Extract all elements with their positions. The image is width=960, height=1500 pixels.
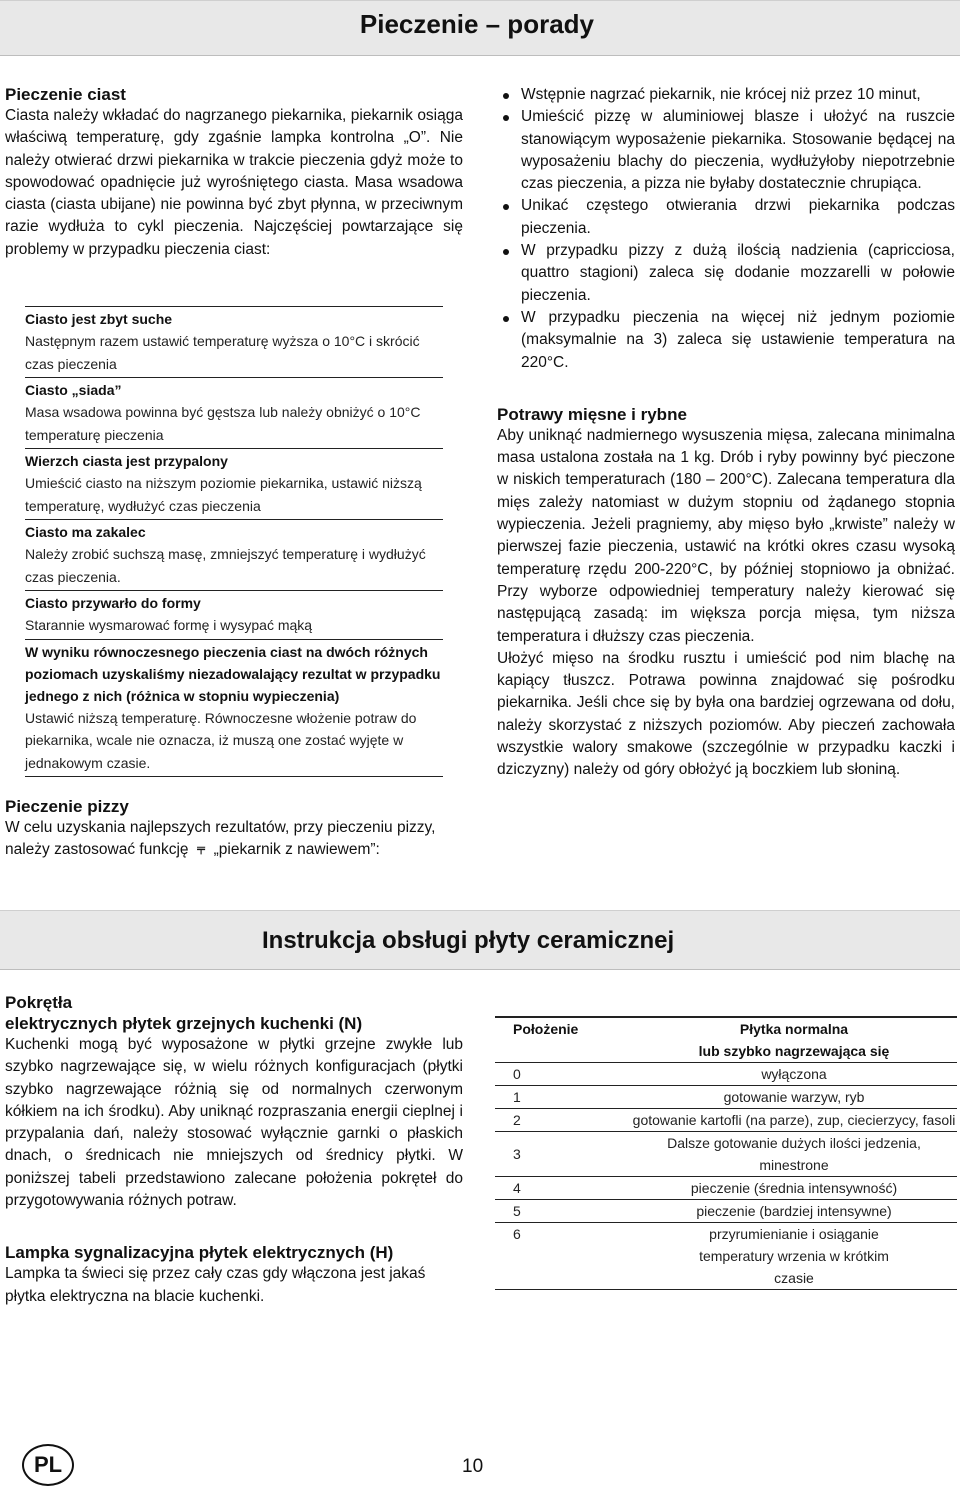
tip-text: Należy zrobić suchszą masę, zmniejszyć temperaturę i wydłużyć czas pieczenia. [25, 546, 426, 585]
knob-heading-1: Pokrętła [5, 993, 73, 1012]
table-row [495, 1177, 957, 1200]
baking-intro: Ciasta należy wkładać do nagrzanego piekarnika, piekarnik osiąga właściwą temperaturę, gdy zgaśnie lampka kontrolna „O”. Nie należy otwierać drzwi piekarnika w trakcie pieczenia gdyż może to spowodować opadnięcie już wyrośniętego ciasta. Masa wsadowa ciasta (ciasta ubijane) nie powinna być zbyt płynna, w przeciwnym razie wydłuża to cykl pieczenia. Najczęściej powtarzające się problemy w przypadku pieczenia ciast: [5, 107, 463, 258]
tip-text: Ustawić niższą temperaturę. Równoczesne włożenie potraw do piekarnika, wcale nie oznacza, iż muszą one zostać wyjęte w jednakowym czasie. [25, 709, 417, 771]
cell-position: 0 [495, 1063, 631, 1086]
position-table [495, 1016, 957, 1290]
meat-paragraph-2: Ułożyć mięso na środku rusztu i umieścić pod nim blachę na kapiący tłuszcz. Potrawa powinna znajdować się pośrodku piekarnika. Jeśli chce się by była ona bardziej ogrzewana od dołu, należy skorzystać z niższych poziomów. Aby pieczeń zachowała wszystkie walory smakowe (szczególnie w przypadku kaczki i dziczyzny) należy od góry obłożyć ją boczkiem lub słoniną. [497, 649, 955, 779]
cell-position: 1 [495, 1086, 631, 1109]
bullet-text: Umieścić pizzę w aluminiowej blasze i ułożyć na ruszcie stanowiącym wyposażenie piekarnika. Stosowanie będącej na wyposażeniu blachy do pieczenia, wydłużyłoby niepotrzebnie czas pieczenia, a pizza nie byłaby dostatecznie chrupiąca. [521, 108, 955, 193]
tip-item [25, 306, 443, 377]
cell-description: przyrumienianie i osiąganie temperatury wrzenia w krótkim czasie [631, 1223, 957, 1290]
bullet-text: W przypadku pieczenia na więcej niż jednym poziomie (maksymalnie na 3) zaleca się ustawienie temperatura na 220°C. [521, 308, 955, 371]
knob-text: Kuchenki mogą być wyposażone w płytki grzejne zwykłe lub szybko nagrzewające się, w wielu różnych konfiguracjach (płytki szybko nagrzewające różnią się od normalnych czerwonym kółkiem na ich środku). Aby uniknąć rozpraszania energii cieplnej i przypalania dań, należy stosować wyłącznie garnki o płaskich dnach, o średnicach nie mniejszych od średnicy płytki. W poniższej tabeli przedstawiono zalecane położenia pokręteł do przygotowywania różnych potraw. [5, 1036, 463, 1210]
table-row [495, 1109, 957, 1132]
pizza-intro [5, 817, 463, 862]
knob-section [5, 992, 463, 1308]
cell-description: Dalsze gotowanie dużych ilości jedzenia, minestrone [631, 1132, 957, 1177]
bullet-icon [503, 316, 509, 322]
table-row [495, 1063, 957, 1086]
list-item [497, 240, 955, 307]
bullet-icon [503, 93, 509, 99]
bullet-icon [503, 249, 509, 255]
tip-title: W wyniku równoczesnego pieczenia ciast na dwóch różnych poziomach uzyskaliśmy niezadowalający rezultat w przypadku jednego z nich (różnica w stopniu wypieczenia) [25, 643, 441, 704]
page-number: 10 [462, 1456, 484, 1477]
pizza-tips-column [497, 84, 955, 782]
list-item [497, 84, 955, 106]
list-item [497, 195, 955, 240]
tip-text: Masa wsadowa powinna być gęstsza lub należy obniżyć o 10°C temperaturę pieczenia [25, 404, 421, 443]
cell-position: 6 [495, 1223, 631, 1290]
table-header-row [495, 1017, 957, 1063]
tip-title: Ciasto ma zakalec [25, 524, 146, 540]
tip-title: Ciasto jest zbyt suche [25, 311, 173, 327]
column-header-plate [631, 1017, 957, 1063]
pizza-section [5, 796, 463, 862]
fan-oven-icon: ⫧ [196, 841, 206, 859]
bullet-text: W przypadku pizzy z dużą ilością nadzienia (capricciosa, quattro stagioni) zaleca się dodanie mozzarelli w połowie pieczenia. [521, 242, 955, 304]
pizza-bullet-list [497, 84, 955, 374]
column-header-line: Płytka normalna [739, 1021, 849, 1037]
page-title: Pieczenie – porady [359, 9, 594, 39]
column-header-line: lub szybko nagrzewająca się [698, 1043, 890, 1059]
header-band [0, 0, 960, 56]
bullet-text: Wstępnie nagrzać piekarnik, nie krócej niż przez 10 minut, [521, 86, 921, 103]
tip-text: Następnym razem ustawić temperaturę wyższa o 10°C i skrócić czas pieczenia [25, 333, 420, 372]
cell-description: pieczenie (bardziej intensywne) [631, 1200, 957, 1223]
table-row [495, 1223, 957, 1290]
table-row [495, 1200, 957, 1223]
list-item [497, 106, 955, 195]
position-table-container [495, 1016, 957, 1290]
cell-description: gotowanie kartofli (na parze), zup, ciecierzycy, fasoli [631, 1109, 957, 1132]
section-title: Instrukcja obsługi płyty ceramicznej [262, 927, 675, 954]
tips-divider [25, 776, 443, 777]
tip-title: Ciasto „siada” [25, 382, 122, 398]
list-item [497, 307, 955, 374]
cell-description: wyłączona [631, 1063, 957, 1086]
column-header-position: Położenie [513, 1021, 579, 1037]
cell-position: 4 [495, 1177, 631, 1200]
baking-section [5, 84, 463, 261]
lamp-heading: Lampka sygnalizacyjna płytek elektrycznych (H) [5, 1243, 394, 1263]
pizza-text-after: „piekarnik z nawiewem”: [213, 841, 380, 859]
tip-title: Ciasto przywarło do formy [25, 595, 201, 611]
tip-item [25, 639, 443, 777]
tip-item [25, 590, 443, 639]
cell-description: pieczenie (średnia intensywność) [631, 1177, 957, 1200]
cell-description: gotowanie warzyw, ryb [631, 1086, 957, 1109]
tip-title: Wierzch ciasta jest przypalony [25, 453, 228, 469]
table-row [495, 1132, 957, 1177]
cell-position: 3 [495, 1132, 631, 1177]
tip-text: Umieścić ciasto na niższym poziomie piekarnika, ustawić niższą temperaturę, wydłużyć czas pieczenia [25, 475, 422, 514]
bullet-icon [503, 204, 509, 210]
lamp-text: Lampka ta świeci się przez cały czas gdy włączona jest jakaś płytka elektryczna na blacie kuchenki. [5, 1265, 426, 1305]
baking-heading: Pieczenie ciast [5, 85, 126, 104]
bullet-text: Unikać częstego otwierania drzwi piekarnika podczas pieczenia. [521, 197, 955, 237]
language-badge: PL [22, 1444, 74, 1486]
pizza-heading: Pieczenie pizzy [5, 797, 129, 816]
knob-heading-2: elektrycznych płytek grzejnych kuchenki (N) [5, 1014, 363, 1033]
table-row [495, 1086, 957, 1109]
pizza-text-before: W celu uzyskania najlepszych rezultatów, przy pieczeniu pizzy, należy zastosować funkcję [5, 819, 436, 859]
cell-position: 5 [495, 1200, 631, 1223]
tip-item [25, 448, 443, 519]
bullet-icon [503, 115, 509, 121]
meat-paragraph-1: Aby uniknąć nadmiernego wysuszenia mięsa, zalecana minimalna masa ustalona została na 1 kg. Drób i ryby powinny być pieczone w niskich temperaturach (180 – 200°C). Zalecana temperatura dla mięs zależy natomiast w dużym stopniu od żądanego stopnia wypieczenia. Jeżeli pragniemy, aby mięso było „krwiste” należy w pierwszej fazie pieczenia, ustawić na krótki okres czasu wysoką temperaturę rzędu 200-220°C, by później stopniowo ja obniżać. Przy wyborze odpowiedniej temperatury należy kierować się następującą zasadą: im większa porcja mięsa, tym niższa temperatura i dłuższy czas pieczenia. [497, 426, 955, 645]
baking-tips-list [25, 306, 443, 777]
section-band [0, 910, 960, 970]
tip-item [25, 519, 443, 590]
tip-item [25, 377, 443, 448]
tip-text: Starannie wysmarować formę i wysypać mąką [25, 617, 313, 633]
meat-heading: Potrawy mięsne i rybne [497, 404, 687, 424]
cell-position: 2 [495, 1109, 631, 1132]
